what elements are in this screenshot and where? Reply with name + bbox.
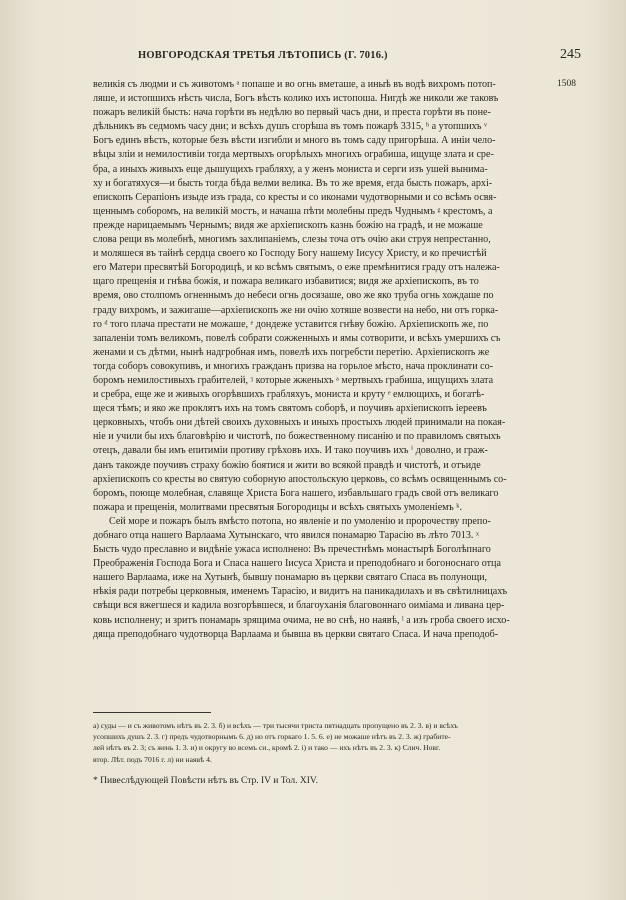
text-line: и сребра, еще же и живыхъ огорѣвшихъ грабляхуъ, мониста и круту ᵉ емлющихъ, и богатѣ- bbox=[93, 389, 485, 401]
text-line: церковныхъ, чтобъ они дѣтей своихъ духовныхъ и иныхъ простыхъ людей принимали на покая- bbox=[93, 417, 506, 429]
footnote-line: усопшихъ душъ 2. 3. г) предъ чудотворнымъ 6. д) но отъ горкаго 1. 5. 6. е) не можаше нѣтъ въ 2. 3. ж) грабите- bbox=[93, 732, 451, 742]
footnote-divider bbox=[93, 712, 211, 713]
main-text-block bbox=[93, 78, 553, 642]
text-line: боромъ, поюще молебная, славяще Христа Бога нашего, избавльшаго градъ свой отъ великаго bbox=[93, 487, 499, 499]
page-number: 245 bbox=[560, 47, 581, 62]
text-line: нѣкія ради потребы церковныя, именемъ Тарасію, и видитъ на паникадилахъ и въ свѣтилницахъ bbox=[93, 586, 508, 598]
text-line: тогда соборъ совокупивъ, и многихъ гражданъ призва на горьлое мѣсто, нача проклинати со- bbox=[93, 360, 494, 372]
text-line: щеся тѣмъ; и яко же проклятъ ихъ на томъ святомъ соборѣ, и поучивъ архіепископъ іереевъ bbox=[93, 403, 487, 415]
footnote-line: втор. Лѣт. подъ 7016 г. л) ни наявѣ 4. bbox=[93, 754, 212, 764]
running-head-title: НОВГОРОДСКАЯ ТРЕТЬЯ ЛѢТОПИСЬ (Г. 7016.) bbox=[138, 50, 388, 61]
text-line: Сей море и пожаръ былъ вмѣсто потопа, но явленіе и по умоленію и пророчеству препо- bbox=[109, 515, 491, 527]
text-line: прежде нарицаемымъ Чернымъ; видя же архіепископъ казнь божію на градѣ, и не можаше bbox=[93, 219, 483, 231]
text-line: бра, а иныхъ живыхъ еще дышущихъ грабляху, а у женъ мониста и серги изъ ушей вынима- bbox=[93, 163, 488, 175]
paragraph-1 bbox=[93, 78, 553, 515]
text-line: Преображенія Господа Бога и Спаса нашего Іисуса Христа и преподобнаго и богоноснаго отца bbox=[93, 558, 501, 570]
text-line: Богъ единъ вѣсть, которые безъ вѣсти изгибли и много въ томъ саду пригорѣша. А инiи чело- bbox=[93, 135, 496, 147]
text-line: го ᵈ того плача престати не можаше, ᵉ дондеже уставится гнѣву божію. Архіепископъ же, по bbox=[93, 318, 489, 330]
text-line: ляше, и истопшихъ нѣсть числа, Богъ вѣсть колико ихъ истопоша. Нигдѣ же николи же таковъ bbox=[93, 93, 499, 105]
text-line: ковь исполнену; и зритъ понамарь зрящима очима, не во снѣ, но наявѣ, ˡ а изъ гроба своего исхо- bbox=[93, 614, 510, 626]
text-line: его Матери пресвятѣй Богородицѣ, и ко всѣмъ святымъ, о еже премѣнитися граду отъ належа- bbox=[93, 262, 500, 274]
text-line: архіепископъ со кресты во святую соборную апостольскую церковь, со всѣмъ освященнымъ со- bbox=[93, 473, 507, 485]
text-line: данъ такожде поучивъ страху божію боятися и жити во всякой правдѣ и чистотѣ, и отъиде bbox=[93, 459, 481, 471]
text-line: щеннымъ соборомъ, на великій мостъ, и начаша пѣти молебны предъ Чуднымъ ᵍ крестомъ, а bbox=[93, 205, 493, 217]
text-line: слова рещи въ молебнѣ, многимъ захлипаніемъ, слезы точа отъ очію аки струя непрестанно, bbox=[93, 234, 491, 246]
margin-year-note: 1508 bbox=[557, 79, 576, 89]
paragraph-2 bbox=[93, 515, 553, 642]
text-line: время, ово столпомъ огненнымъ до небеси огнь досязаше, ово же яко труба огнь хождаше по bbox=[93, 290, 494, 302]
text-line: ніе и учили бы ихъ благовѣрію и чистотѣ, по божественному писанію и по правиломъ святыхъ bbox=[93, 431, 501, 443]
footnote-line: а) суды — и съ животомъ нѣтъ въ 2. 3. б) и всѣхъ — три тысячи триста пятнадцать пропущено въ 2. 3. в) и всѣхъ bbox=[93, 721, 458, 730]
text-line: дяща преподобнаго чудотворца Варлаама и бывша въ церкви святаго Спаса. И нача преподоб- bbox=[93, 628, 499, 640]
text-line: и моляшеся въ тайнѣ сердца своего ко Господу Богу нашему Іисусу Христу, и ко пречистѣй bbox=[93, 248, 487, 260]
text-line: граду вихромъ, и зажигаше—архіепископъ же ни очію хотяше возвести на небо, ни отъ горка- bbox=[93, 304, 499, 316]
text-line: пожара и прещенія, молитвами пресвятыя Богородицы и всѣхъ святыхъ умоленіемъ ᵏ. bbox=[93, 501, 463, 513]
page-header bbox=[0, 47, 626, 70]
text-line: пожаръ великій бысть: нача горѣти въ недѣлю во первый часъ дни, и преста горѣти въ поне- bbox=[93, 107, 491, 119]
footnotes-block bbox=[93, 720, 553, 765]
text-line: добнаго отца нашего Варлаама Хутынскаго, что явился понамарю Тарасію въ лѣто 7013. ˣ bbox=[93, 530, 479, 541]
text-line: Бысть чудо преславно и видѣніе ужаса исполнено: Въ пречестнѣмъ монастырѣ Боголѣпнаго bbox=[93, 544, 491, 556]
editorial-endnote: * Пивеслѣдующей Повѣсти нѣтъ въ Стр. IV и Тол. XIV. bbox=[93, 776, 318, 786]
text-line: ху и богатяхуся—и бысть тогда бѣда велми велика. Въ то же время, егда бысть пожаръ, архі- bbox=[93, 177, 493, 189]
text-line: вѣцы злiи и немилостивiи тогда мертвыхъ огорѣлыхъ многихъ ограбиша, ищуще злата и сре- bbox=[93, 149, 494, 161]
footnote-line: лей нѣтъ въ 2. 3; съ жень 1. 3. и) и округу во всемъ си., кромѣ 2. і) и тако — ихъ нѣтъ въ 2. 3. к) Слич. Новг. bbox=[93, 743, 441, 753]
text-line: женами и съ дѣтми, нынѣ надгробная имъ, повелѣ ихъ погребсти перетію. Архіепископъ же bbox=[93, 346, 490, 358]
text-line: щаго прещенія и гнѣва божія, и пожара великаго избавитися; видя же архіепископъ, въ то bbox=[93, 276, 479, 288]
text-line: великія съ людми и съ животомъ ᵃ попаше и во огнь вметаше, а иныѣ въ водѣ вихромъ потоп- bbox=[93, 79, 496, 90]
text-line: дѣльникъ въ седмомъ часу дни; и всѣхъ душъ сгорѣша въ томъ пожарѣ 3315, ᵇ а утопшихъ ᵛ bbox=[93, 121, 488, 133]
text-line: запаленіи томъ великомъ, повелѣ собрати сожженныхъ и ямы сотворити, и всѣхъ умершихъ съ bbox=[93, 332, 501, 344]
text-line: нашего Варлаама, иже на Хутынѣ, бывшу понамарю въ церкви святаго Спаса въ полунощи, bbox=[93, 572, 488, 584]
text-line: свѣщи вся вжегшеся и кадила возгорѣвшеся, и благоуханія благовоннаго оиміама и ливана цер- bbox=[93, 600, 505, 612]
text-line: отецъ, давали бы имъ епитиміи противу грѣховъ ихъ. И тако поучивъ ихъ ⁱ доволно, и граж- bbox=[93, 445, 488, 457]
text-line: боромъ немилостивыхъ грабителей, ᶾ которые жженыхъ ᵃ мертвыхъ грабиша, ищущихъ злата bbox=[93, 374, 494, 386]
text-line: епископъ Серапіонъ изыде изъ града, со кресты и со иконами чудотворными и со всѣмъ освя- bbox=[93, 191, 497, 203]
